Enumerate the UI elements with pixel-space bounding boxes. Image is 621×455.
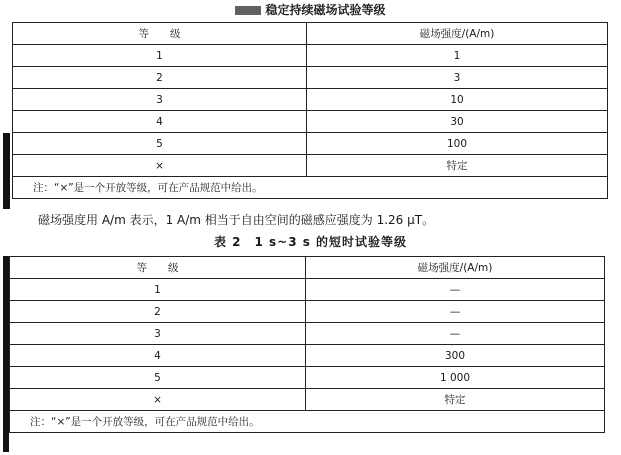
unit-explanation-text: 磁场强度用 A/m 表示，1 A/m 相当于自由空间的磁感应强度为 1.26 μT。 [38, 213, 435, 227]
strength-cell: 特定 [306, 389, 605, 411]
table2 [9, 256, 605, 433]
table1-header-strength: 磁场强度/(A/m) [307, 23, 608, 45]
table1-header-row [13, 23, 608, 45]
level-cell: 3 [10, 323, 306, 345]
table1-note: 注：“×”是一个开放等级，可在产品规范中给出。 [13, 177, 608, 199]
level-cell: 3 [13, 89, 307, 111]
table-row [10, 367, 605, 389]
table-row [10, 323, 605, 345]
level-cell: 5 [13, 133, 307, 155]
scan-edge-bar [3, 256, 9, 452]
strength-cell: 30 [307, 111, 608, 133]
table1-title [0, 2, 621, 18]
table-row [13, 89, 608, 111]
strength-cell: 3 [307, 67, 608, 89]
table-row [13, 133, 608, 155]
level-cell: 5 [10, 367, 306, 389]
table2-header-level: 等 级 [10, 257, 306, 279]
table-row [13, 111, 608, 133]
table2-header-strength: 磁场强度/(A/m) [306, 257, 605, 279]
table-row [10, 279, 605, 301]
strength-cell: 1 [307, 45, 608, 67]
level-cell: 2 [10, 301, 306, 323]
table-row [10, 345, 605, 367]
level-cell: × [13, 155, 307, 177]
strength-cell: — [306, 301, 605, 323]
table2-note-row [10, 411, 605, 433]
level-cell: × [10, 389, 306, 411]
table1-header-level: 等 级 [13, 23, 307, 45]
strength-cell: 10 [307, 89, 608, 111]
table-row [10, 301, 605, 323]
strength-cell: 1 000 [306, 367, 605, 389]
table-row [13, 45, 608, 67]
strength-cell: — [306, 323, 605, 345]
level-cell: 1 [10, 279, 306, 301]
level-cell: 4 [13, 111, 307, 133]
table2-header-row [10, 257, 605, 279]
table-row [13, 155, 608, 177]
scan-edge-bar [3, 133, 10, 209]
table2-title: 表 2 1 s~3 s 的短时试验等级 [213, 235, 408, 249]
strength-cell: 特定 [307, 155, 608, 177]
table-row [13, 67, 608, 89]
table1-note-row [13, 177, 608, 199]
strength-cell: 300 [306, 345, 605, 367]
obscured-table-number [235, 6, 261, 15]
strength-cell: 100 [307, 133, 608, 155]
strength-cell: — [306, 279, 605, 301]
table1-title-text: 稳定持续磁场试验等级 [265, 3, 386, 17]
level-cell: 4 [10, 345, 306, 367]
table2-note: 注：“×”是一个开放等级，可在产品规范中给出。 [10, 411, 605, 433]
level-cell: 1 [13, 45, 307, 67]
table-row [10, 389, 605, 411]
level-cell: 2 [13, 67, 307, 89]
table1 [12, 22, 608, 199]
